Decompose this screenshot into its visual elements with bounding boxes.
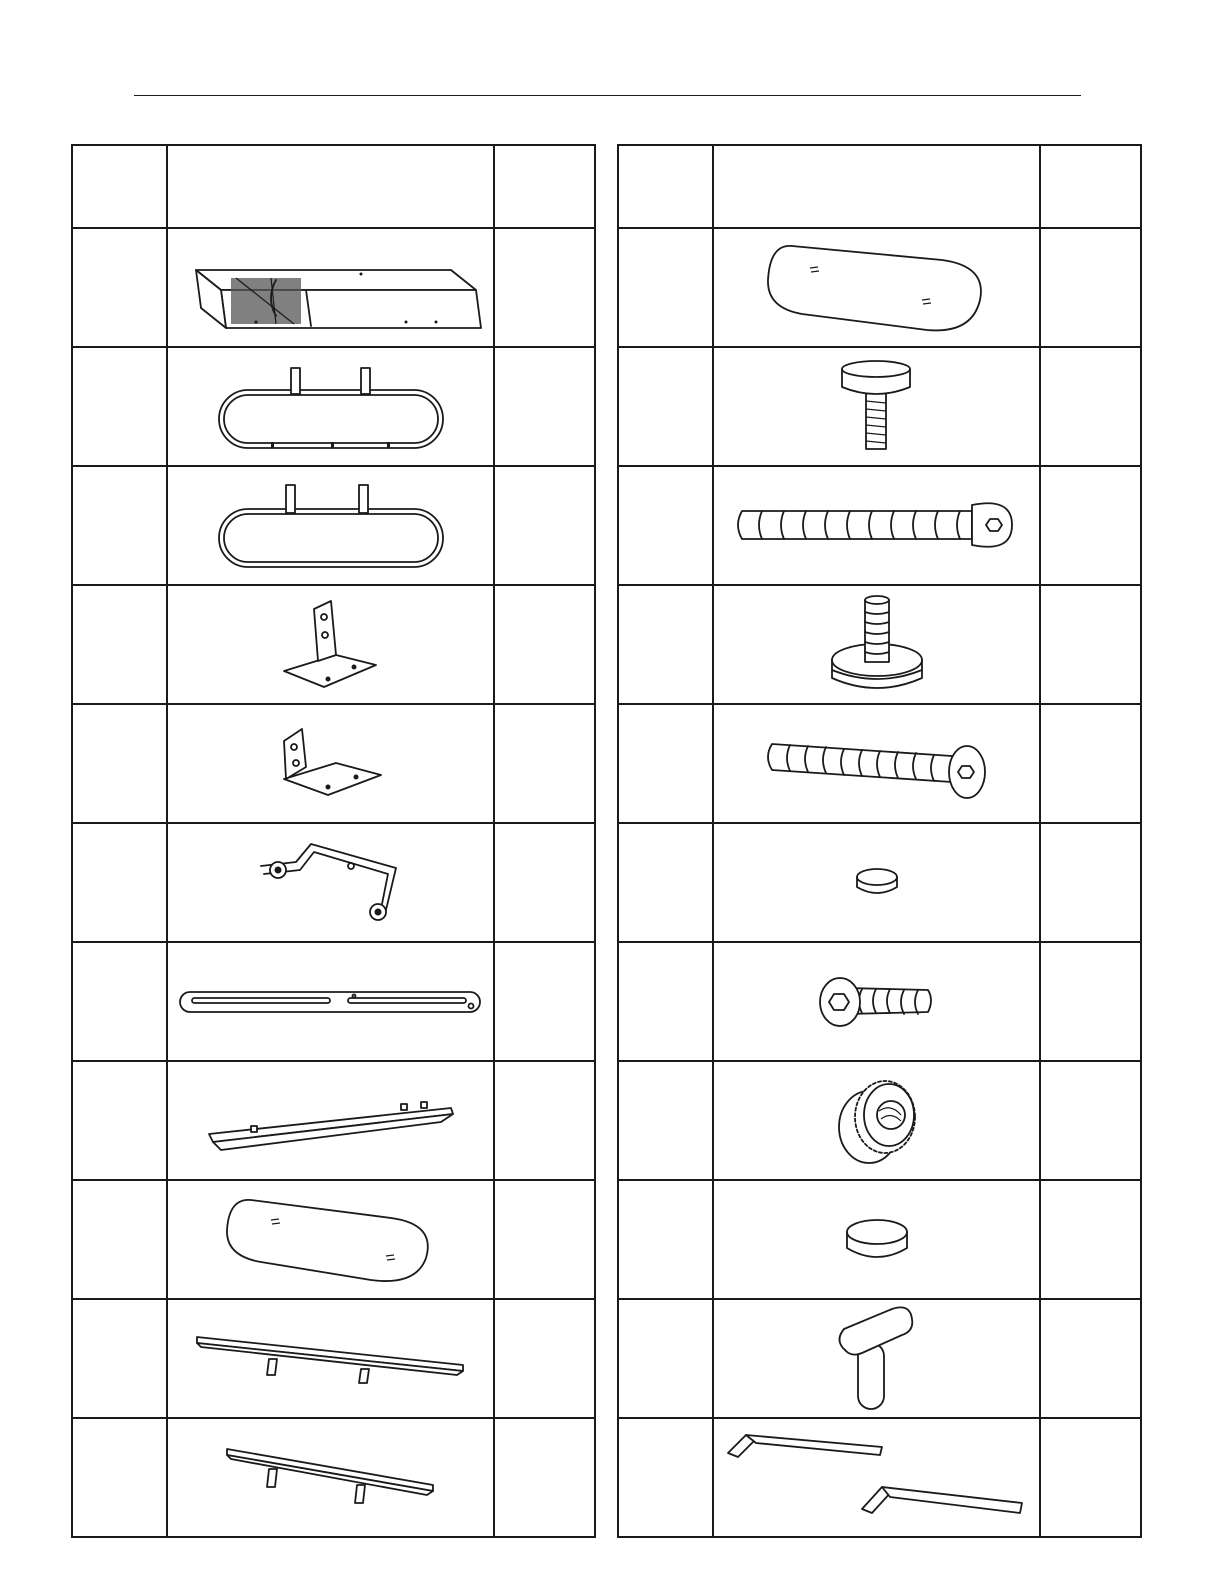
short-rail-with-tabs-icon <box>221 1443 441 1513</box>
part-illustration <box>167 228 494 347</box>
part-number <box>618 823 713 942</box>
part-number <box>72 228 167 347</box>
part-illustration <box>167 1299 494 1418</box>
small-disc-cap-icon <box>847 863 907 903</box>
part-qty <box>494 1418 595 1537</box>
part-number <box>72 704 167 823</box>
part-illustration <box>167 1418 494 1537</box>
part-number <box>72 347 167 466</box>
table-row <box>72 1061 595 1180</box>
part-illustration <box>713 347 1040 466</box>
table-row <box>618 585 1141 704</box>
part-qty <box>494 1180 595 1299</box>
column-header-no <box>618 145 713 228</box>
large-disc-cap-icon <box>837 1210 917 1270</box>
table-row <box>72 466 595 585</box>
part-number <box>618 1061 713 1180</box>
parts-table-right <box>617 144 1142 1538</box>
part-qty <box>1040 228 1141 347</box>
oval-tube-handle-icon <box>211 362 451 452</box>
part-illustration <box>713 823 1040 942</box>
z-bracket-icon <box>256 838 406 928</box>
table-row <box>72 1418 595 1537</box>
part-illustration <box>713 704 1040 823</box>
part-qty <box>1040 823 1141 942</box>
table-header-row <box>72 145 595 228</box>
part-illustration <box>167 1061 494 1180</box>
part-qty <box>494 942 595 1061</box>
rail-with-tabs-icon <box>191 1329 471 1389</box>
table-row <box>618 1180 1141 1299</box>
part-qty <box>494 704 595 823</box>
part-number <box>72 1061 167 1180</box>
part-illustration <box>713 1180 1040 1299</box>
header-rule <box>134 95 1081 96</box>
part-number <box>72 1180 167 1299</box>
part-illustration <box>713 1299 1040 1418</box>
table-row <box>618 823 1141 942</box>
part-illustration <box>713 942 1040 1061</box>
part-illustration <box>167 823 494 942</box>
part-number <box>72 823 167 942</box>
column-header-no <box>72 145 167 228</box>
part-qty <box>1040 1061 1141 1180</box>
part-illustration <box>167 585 494 704</box>
part-illustration <box>713 585 1040 704</box>
angle-rail-icon <box>201 1086 461 1156</box>
part-qty <box>494 1061 595 1180</box>
part-illustration <box>167 942 494 1061</box>
column-header-description <box>713 145 1040 228</box>
table-row <box>618 942 1141 1061</box>
column-header-qty <box>1040 145 1141 228</box>
part-number <box>618 704 713 823</box>
allen-key-icon <box>722 1423 1032 1533</box>
part-number <box>618 1180 713 1299</box>
part-qty <box>1040 942 1141 1061</box>
part-qty <box>1040 704 1141 823</box>
column-header-qty <box>494 145 595 228</box>
part-number <box>618 585 713 704</box>
part-number <box>618 942 713 1061</box>
part-number <box>72 1299 167 1418</box>
table-row <box>618 704 1141 823</box>
part-number <box>618 228 713 347</box>
knurled-nut-icon <box>827 1071 927 1171</box>
tall-l-bracket-icon <box>276 595 386 695</box>
part-number <box>72 466 167 585</box>
part-number <box>72 1418 167 1537</box>
table-row <box>618 1299 1141 1418</box>
part-illustration <box>167 704 494 823</box>
table-row <box>72 228 595 347</box>
part-qty <box>494 585 595 704</box>
leveling-foot-icon <box>822 590 932 700</box>
part-illustration <box>167 347 494 466</box>
part-qty <box>1040 466 1141 585</box>
table-row <box>72 1180 595 1299</box>
part-number <box>618 466 713 585</box>
table-header-row <box>618 145 1141 228</box>
short-button-head-bolt-icon <box>812 972 942 1032</box>
table-row <box>72 585 595 704</box>
oval-tube-loop-icon <box>211 481 451 571</box>
long-flat-head-bolt-icon <box>732 491 1022 561</box>
table-row <box>618 1061 1141 1180</box>
part-illustration <box>713 466 1040 585</box>
part-illustration <box>713 1061 1040 1180</box>
table-row <box>618 466 1141 585</box>
frame-icon <box>176 238 486 338</box>
table-row <box>618 347 1141 466</box>
table-row <box>72 704 595 823</box>
part-qty <box>494 823 595 942</box>
part-qty <box>1040 1299 1141 1418</box>
part-illustration <box>713 228 1040 347</box>
table-row <box>72 942 595 1061</box>
part-qty <box>1040 1180 1141 1299</box>
thumb-screw-icon <box>832 357 922 457</box>
part-qty <box>494 1299 595 1418</box>
parts-table-left <box>71 144 596 1538</box>
part-number <box>618 1299 713 1418</box>
table-row <box>618 228 1141 347</box>
part-number <box>72 942 167 1061</box>
long-button-head-bolt-icon <box>762 724 992 804</box>
part-qty <box>1040 585 1141 704</box>
part-qty <box>494 347 595 466</box>
table-row <box>72 347 595 466</box>
table-row <box>72 823 595 942</box>
table-row <box>72 1299 595 1418</box>
part-number <box>72 585 167 704</box>
glass-shelf-icon <box>221 1190 441 1290</box>
part-qty <box>494 466 595 585</box>
part-illustration <box>167 1180 494 1299</box>
part-qty <box>1040 1418 1141 1537</box>
t-pin-icon <box>832 1305 922 1413</box>
part-qty <box>494 228 595 347</box>
part-illustration <box>167 466 494 585</box>
short-l-bracket-icon <box>276 719 386 809</box>
part-illustration <box>713 1418 1040 1537</box>
slotted-bar-icon <box>176 982 486 1022</box>
part-number <box>618 347 713 466</box>
table-row <box>618 1418 1141 1537</box>
glass-panel-icon <box>762 238 992 338</box>
part-qty <box>1040 347 1141 466</box>
part-number <box>618 1418 713 1537</box>
column-header-description <box>167 145 494 228</box>
